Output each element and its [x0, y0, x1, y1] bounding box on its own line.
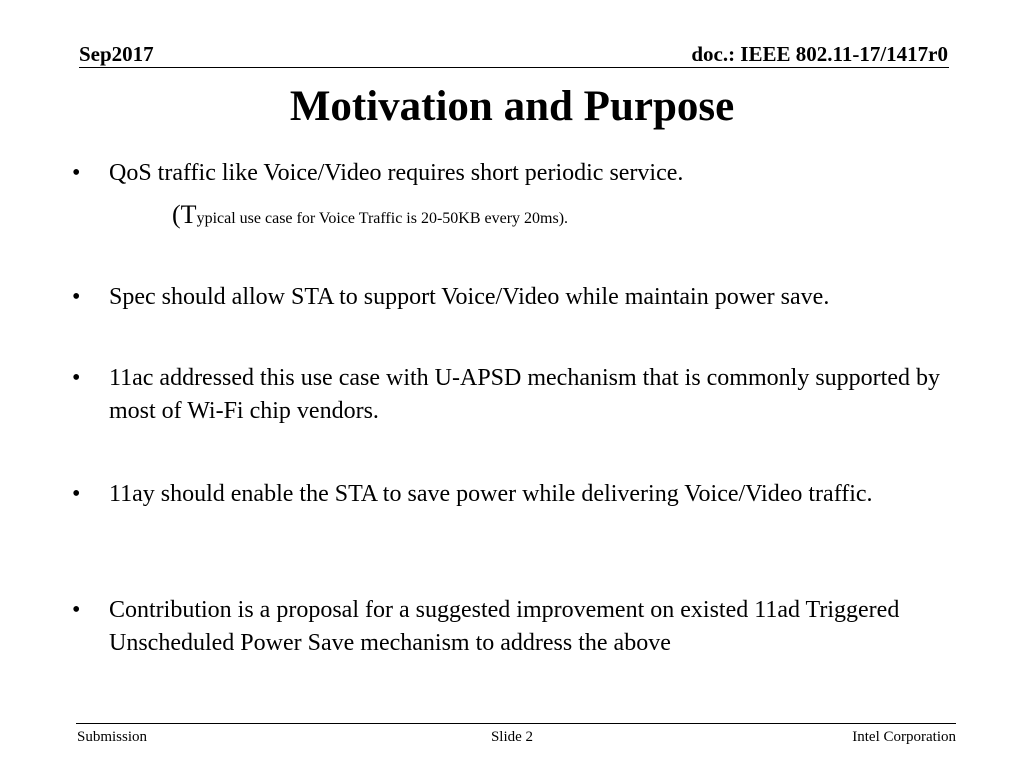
- footer-company: Intel Corporation: [852, 729, 956, 745]
- header-date: Sep2017: [79, 42, 154, 66]
- bullet-marker: •: [72, 481, 81, 507]
- bullet-subnote: [172, 198, 568, 235]
- bullet-text: 11ay should enable the STA to save power while delivering Voice/Video traffic.: [109, 481, 873, 507]
- bullet-marker: •: [72, 597, 81, 623]
- bullet-marker: •: [72, 160, 81, 186]
- subnote-first-letter: T: [180, 200, 197, 229]
- subnote-text: ypical use case for Voice Traffic is 20-50KB every 20ms).: [196, 210, 569, 227]
- bullet-text: 11ac addressed this use case with U-APSD mechanism that is commonly supported by most of Wi-Fi chip vendors.: [109, 365, 940, 424]
- bullet-marker: •: [72, 284, 81, 310]
- bullet-text: Contribution is a proposal for a suggested improvement on existed 11ad Triggered Unscheduled Power Save mechanism to address the above: [109, 597, 900, 656]
- footer-slide-number: Slide 2: [490, 729, 534, 745]
- footer-submission: Submission: [77, 729, 148, 745]
- bullet-item-5: [72, 594, 982, 660]
- header-divider: [79, 67, 949, 68]
- bullet-text: Spec should allow STA to support Voice/Video while maintain power save.: [109, 284, 830, 310]
- bullet-marker: •: [72, 365, 81, 391]
- bullet-item-1: [72, 157, 982, 190]
- slide-title: Motivation and Purpose: [289, 83, 735, 130]
- header-doc-id: doc.: IEEE 802.11-17/1417r0: [691, 42, 948, 66]
- footer-divider: [76, 723, 956, 724]
- bullet-text: QoS traffic like Voice/Video requires short periodic service.: [109, 160, 684, 186]
- bullet-item-2: [72, 281, 982, 314]
- bullet-item-3: [72, 362, 982, 428]
- bullet-item-4: [72, 478, 982, 511]
- subnote-open-paren: (: [172, 200, 181, 229]
